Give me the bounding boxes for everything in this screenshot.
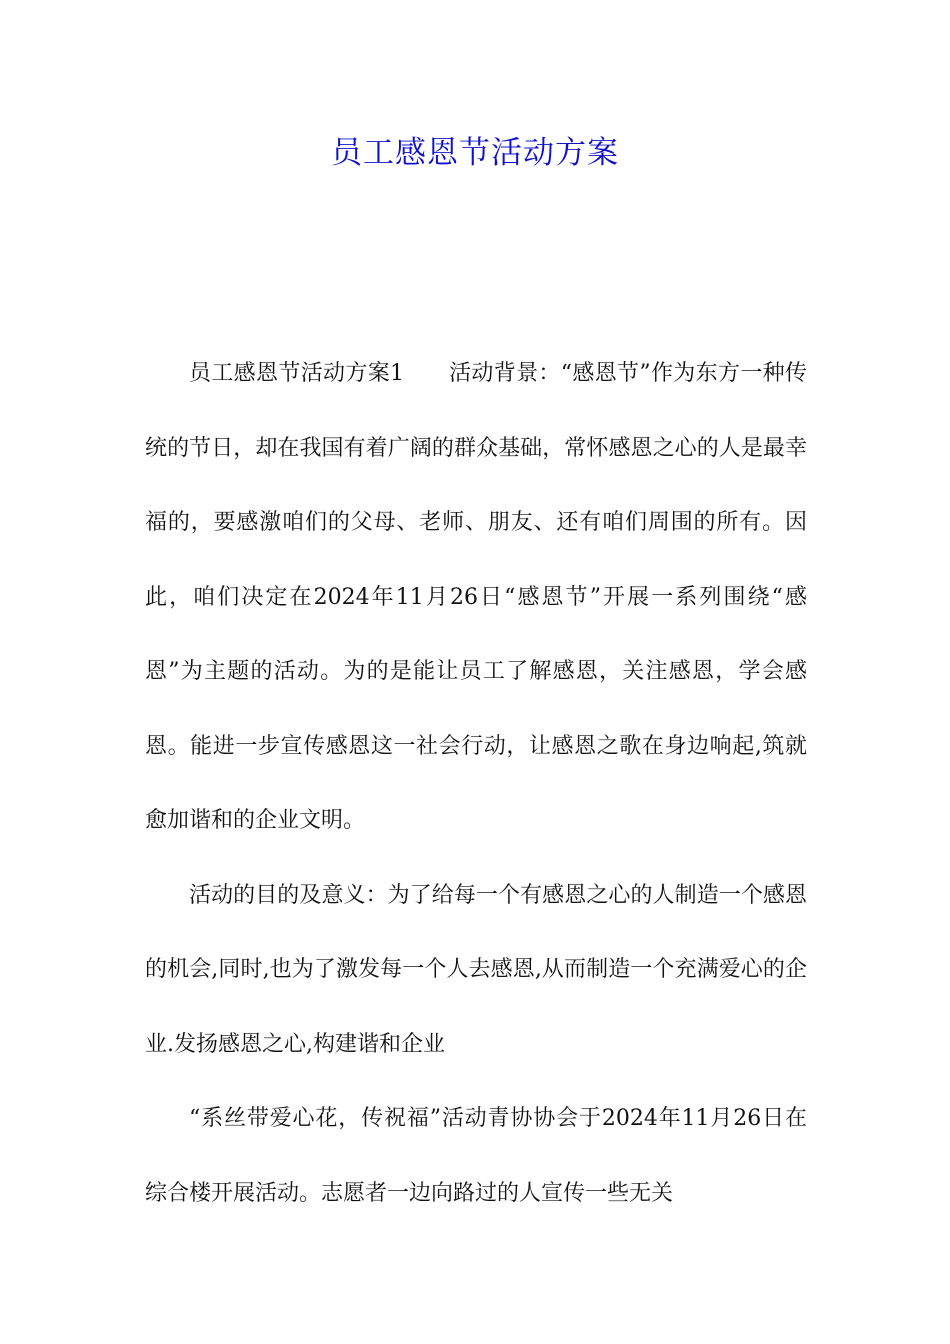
document-title: 员工感恩节活动方案 (331, 135, 619, 171)
paragraph-purpose: 活动的目的及意义：为了给每一个有感恩之心的人制造一个感恩的机会,同时,也为了激发每一个人去感恩,从而制造一个充满爱心的企业.发扬感恩之心,构建谐和企业 (145, 882, 807, 1057)
document-body (145, 337, 807, 1231)
paragraph-background: 员工感恩节活动方案1 活动背景：“感恩节”作为东方一种传统的节日，却在我国有着广阔的群众基础，常怀感恩之心的人是最幸福的，要感激咱们的父母、老师、朋友、还有咱们周围的所有。因此，咱们决定在2024年11月26日“感恩节”开展一系列围绕“感恩”为主题的活动。为的是能让员工了解感恩，关注感恩，学会感恩。能进一步宣传感恩这一社会行动，让感恩之歌在身边响起,筑就愈加谐和的企业文明。 (145, 361, 807, 833)
paragraph-ribbon-activity: “系丝带爱心花，传祝福”活动青协协会于2024年11月26日在综合楼开展活动。志愿者一边向路过的人宣传一些无关 (145, 1106, 807, 1206)
